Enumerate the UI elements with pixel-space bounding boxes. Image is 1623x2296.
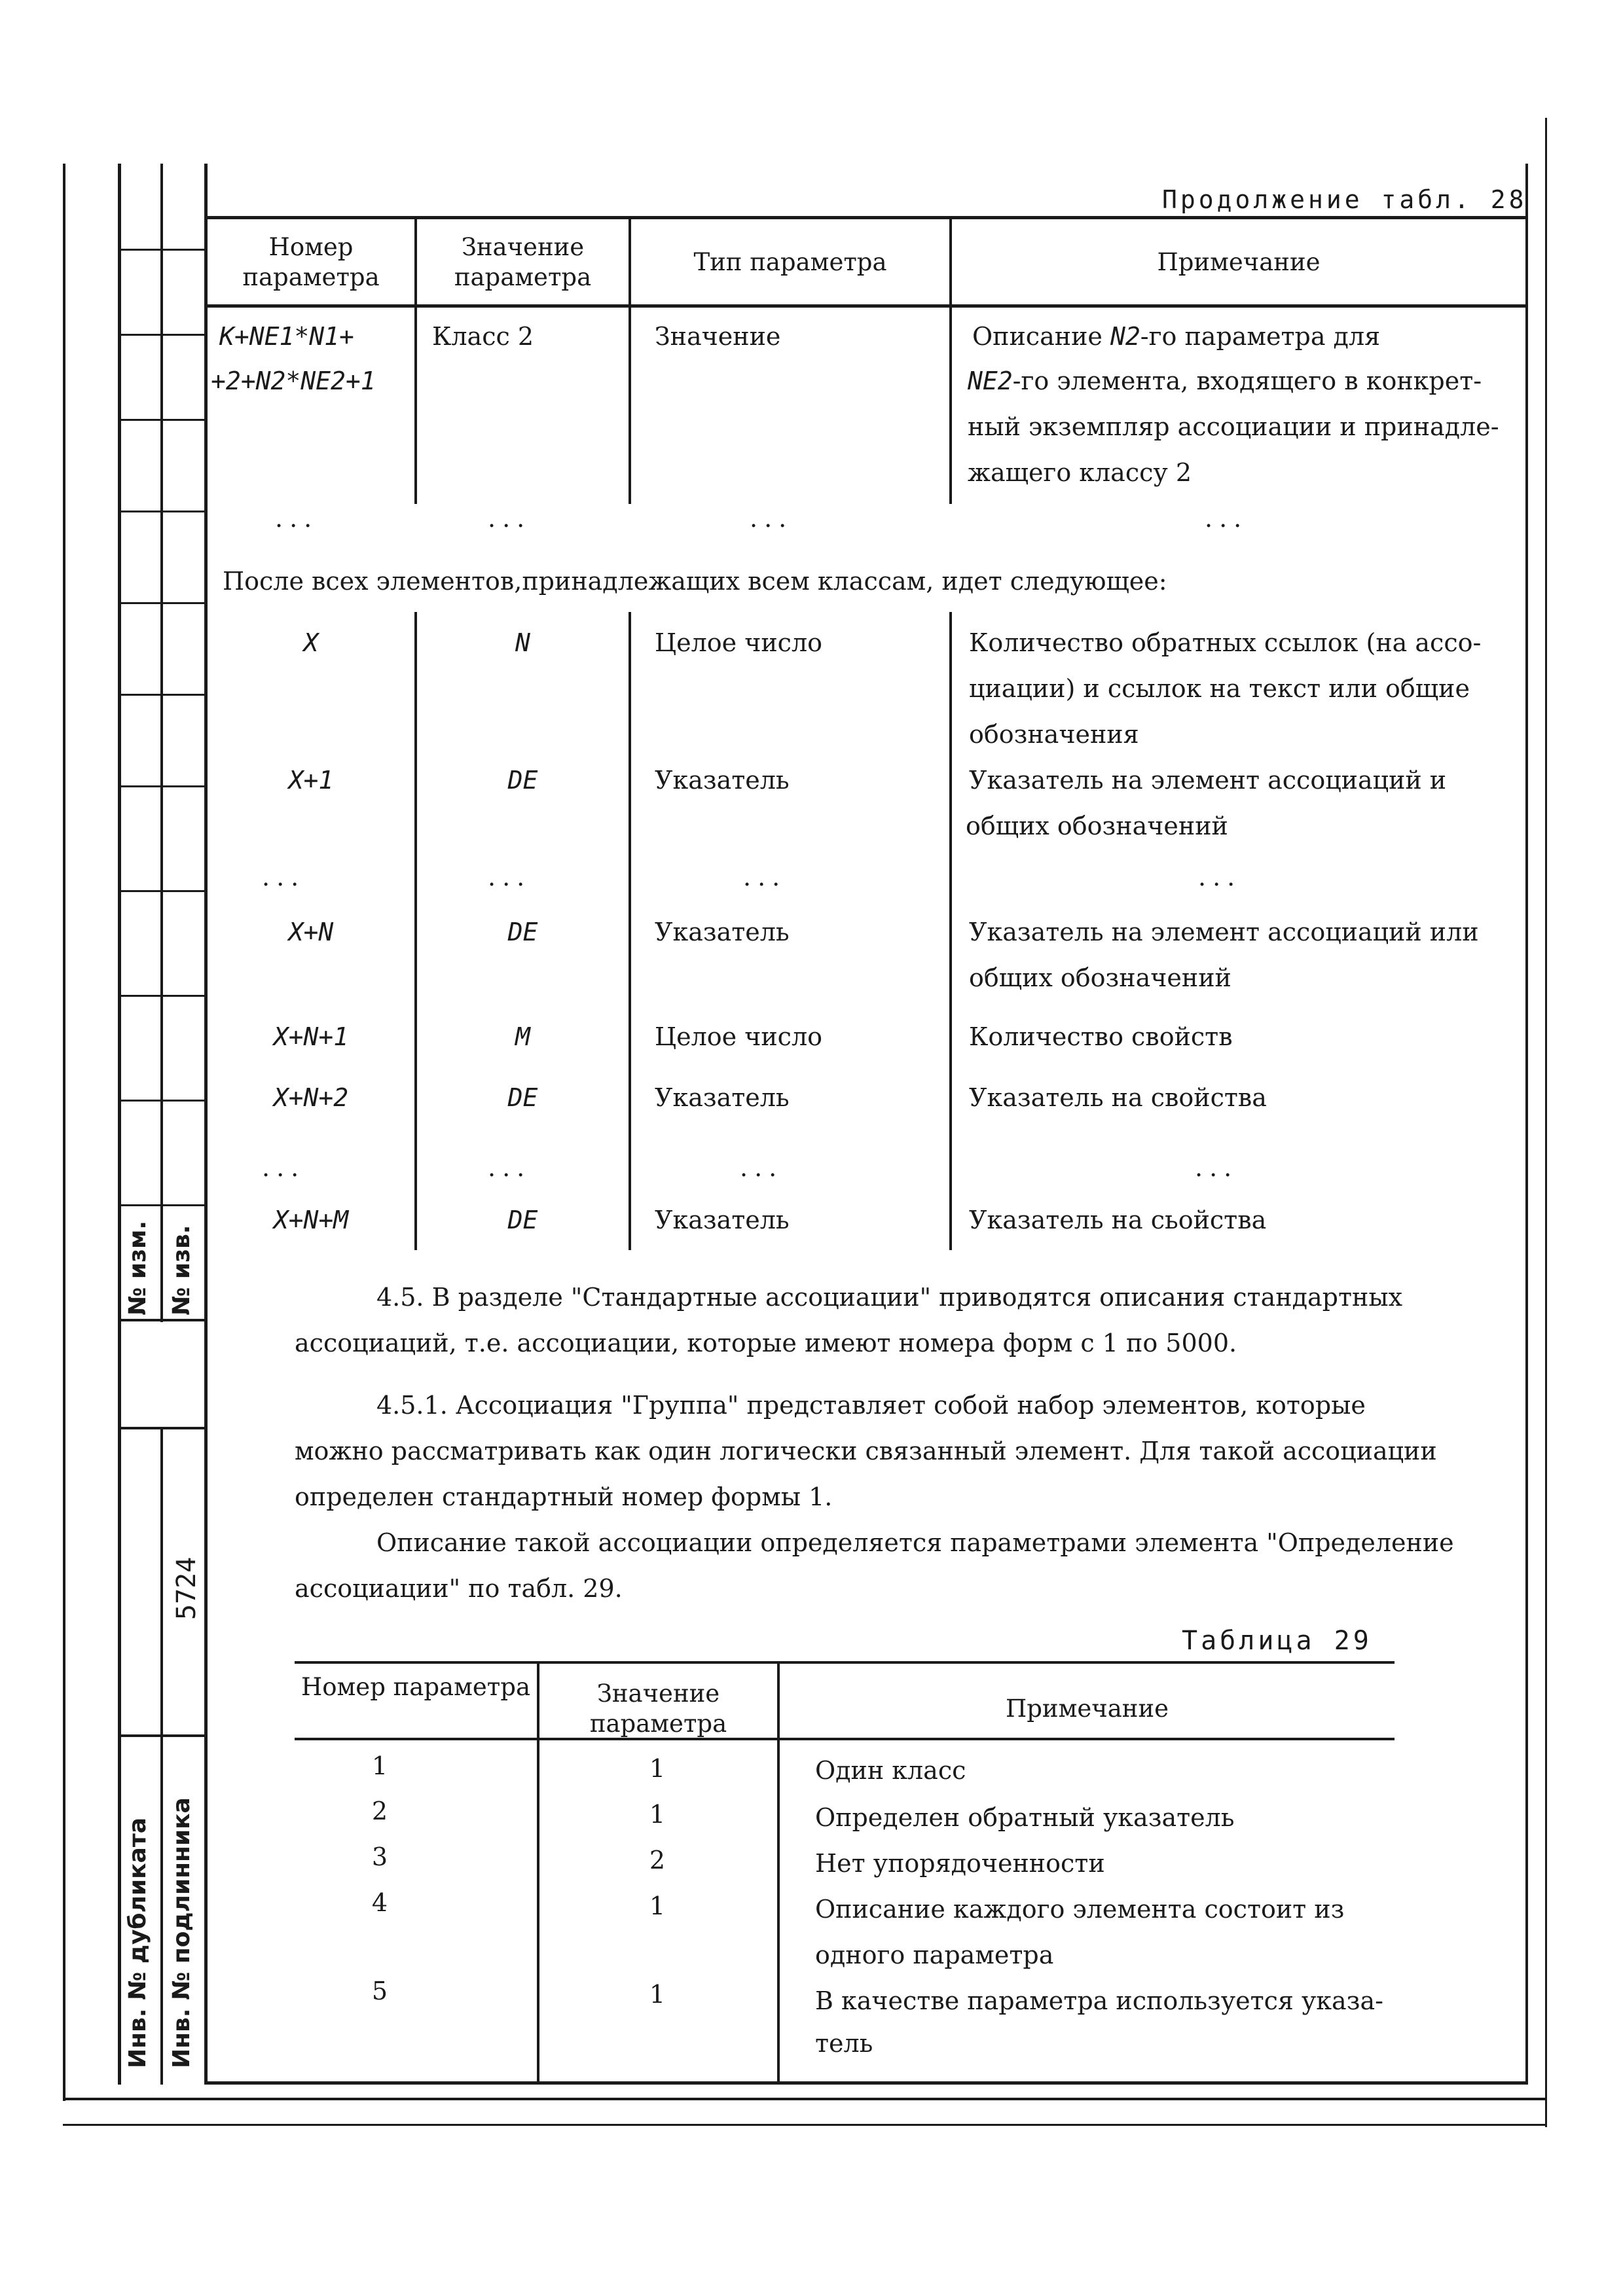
t28-row-note: общих обозначений <box>969 963 1231 992</box>
margin-number: 5724 <box>172 1556 202 1620</box>
t28-row-note: Указатель на свойства <box>969 1083 1267 1112</box>
dots: ... <box>743 863 787 891</box>
t29-row-val: 1 <box>649 1800 666 1829</box>
t29-row-val: 2 <box>649 1846 666 1874</box>
t28-row-type: Целое число <box>655 628 822 657</box>
t28-row-type: Указатель <box>655 766 790 795</box>
t28-header-num: Номер параметра <box>242 233 380 291</box>
t28-row-num: X+N <box>288 918 334 946</box>
t29-row-note: В качестве параметра используется указа- <box>815 1986 1383 2015</box>
t29-row-num: 1 <box>371 1751 388 1780</box>
t28-row1-val: Класс 2 <box>432 322 534 351</box>
t28-header-note: Примечание <box>1157 248 1321 276</box>
t28-row1-type: Значение <box>655 322 781 351</box>
t28-row-note: Указатель на сьойства <box>969 1206 1267 1234</box>
dots: ... <box>1198 863 1242 891</box>
dots: ... <box>488 504 532 533</box>
t29-header-note: Примечание <box>1005 1695 1169 1723</box>
t29-header-val: Значение параметра <box>589 1679 727 1738</box>
t28-row-type: Указатель <box>655 918 790 946</box>
t29-row-num: 4 <box>371 1888 388 1917</box>
t28-row-note: циации) и ссылок на текст или общие <box>969 674 1470 703</box>
dots: ... <box>740 1153 784 1182</box>
t29-row-num: 2 <box>371 1797 388 1825</box>
t28-row-val: M <box>515 1022 530 1051</box>
t29-row-num: 5 <box>371 1977 388 2005</box>
t28-row-val: N <box>515 628 530 657</box>
t29-row-num: 3 <box>371 1842 388 1871</box>
dots: ... <box>1195 1153 1239 1182</box>
t29-header-num: Номер параметра <box>301 1673 531 1701</box>
t28-row-val: DE <box>507 918 538 946</box>
para-desc-line1: Описание такой ассоциации определяется параметрами элемента "Определение <box>376 1528 1454 1557</box>
t28-row-val: DE <box>507 766 538 795</box>
t28-row-note: Количество свойств <box>969 1022 1233 1051</box>
t28-row1-num-line2: +2+N2*NE2+1 <box>211 367 376 395</box>
t28-row-val: DE <box>507 1206 538 1234</box>
t28-row-num: X+N+M <box>273 1206 349 1234</box>
t28-header-type: Тип параметра <box>693 248 887 276</box>
t28-row-note: Указатель на элемент ассоциаций и <box>969 766 1447 795</box>
para-4-5-line1: 4.5. В разделе "Стандартные ассоциации" приводятся описания стандартных <box>376 1283 1402 1312</box>
para-desc-line2: ассоциации" по табл. 29. <box>295 1574 623 1603</box>
t29-row-note: тель <box>815 2029 873 2058</box>
dots: ... <box>1205 504 1249 533</box>
t29-row-note: Определен обратный указатель <box>815 1803 1235 1832</box>
t29-row-note: Описание каждого элемента состоит из <box>815 1895 1345 1924</box>
t28-row-note: общих обозначений <box>966 812 1228 840</box>
margin-izv-label: № изв. <box>168 1225 195 1316</box>
dots: ... <box>262 1153 306 1182</box>
t28-row-note: обозначения <box>969 720 1139 749</box>
para-4-5-1-line2: можно рассматривать как один логически связанный элемент. Для такой ассоциации <box>295 1437 1437 1465</box>
t29-row-val: 1 <box>649 1754 666 1783</box>
t28-row-num: X <box>303 628 319 657</box>
t28-row-note: Указатель на элемент ассоциаций или <box>969 918 1479 946</box>
margin-dubl-label: Инв. № дубликата <box>124 1818 151 2068</box>
dots: ... <box>488 1153 532 1182</box>
after-elements-text: После всех элементов,принадлежащих всем классам, идет следующее: <box>223 567 1167 596</box>
table29-title: Таблица 29 <box>1182 1626 1372 1656</box>
t28-row-type: Указатель <box>655 1206 790 1234</box>
t28-row-num: X+1 <box>288 766 334 795</box>
t28-row-note: Количество обратных ссылок (на ассо- <box>969 628 1482 657</box>
t29-row-val: 1 <box>649 1980 666 2009</box>
t28-row-num: X+N+1 <box>273 1022 349 1051</box>
continuation-title: Продолжение табл. 28 <box>1162 185 1527 214</box>
para-4-5-1-line3: определен стандартный номер формы 1. <box>295 1482 833 1511</box>
t28-row-num: X+N+2 <box>273 1083 349 1112</box>
t29-row-note: одного параметра <box>815 1941 1054 1969</box>
margin-podl-label: Инв. № подлинника <box>168 1797 195 2068</box>
t28-row1-note-line2: NE2-го элемента, входящего в конкрет- <box>968 367 1482 395</box>
dots: ... <box>262 863 306 891</box>
t28-header-val: Значение параметра <box>454 233 592 291</box>
para-4-5-1-line1: 4.5.1. Ассоциация "Группа" представляет собой набор элементов, которые <box>376 1391 1366 1420</box>
margin-izm-label: № изм. <box>124 1220 151 1316</box>
t28-row1-num-line1: K+NE1*N1+ <box>219 322 354 351</box>
t28-row-val: DE <box>507 1083 538 1112</box>
t28-row1-note-line1: Описание N2-го параметра для <box>972 322 1381 351</box>
t29-row-note: Нет упорядоченности <box>815 1849 1105 1878</box>
dots: ... <box>750 504 793 533</box>
t28-row-type: Указатель <box>655 1083 790 1112</box>
t28-row1-note-line3: ный экземпляр ассоциации и принадле- <box>968 412 1499 441</box>
dots: ... <box>275 504 319 533</box>
t28-row1-note-line4: жащего классу 2 <box>968 458 1192 487</box>
t28-row-type: Целое число <box>655 1022 822 1051</box>
para-4-5-line2: ассоциаций, т.е. ассоциации, которые имеют номера форм с 1 по 5000. <box>295 1329 1237 1357</box>
t29-row-val: 1 <box>649 1892 666 1920</box>
dots: ... <box>488 863 532 891</box>
t29-row-note: Один класс <box>815 1756 966 1785</box>
